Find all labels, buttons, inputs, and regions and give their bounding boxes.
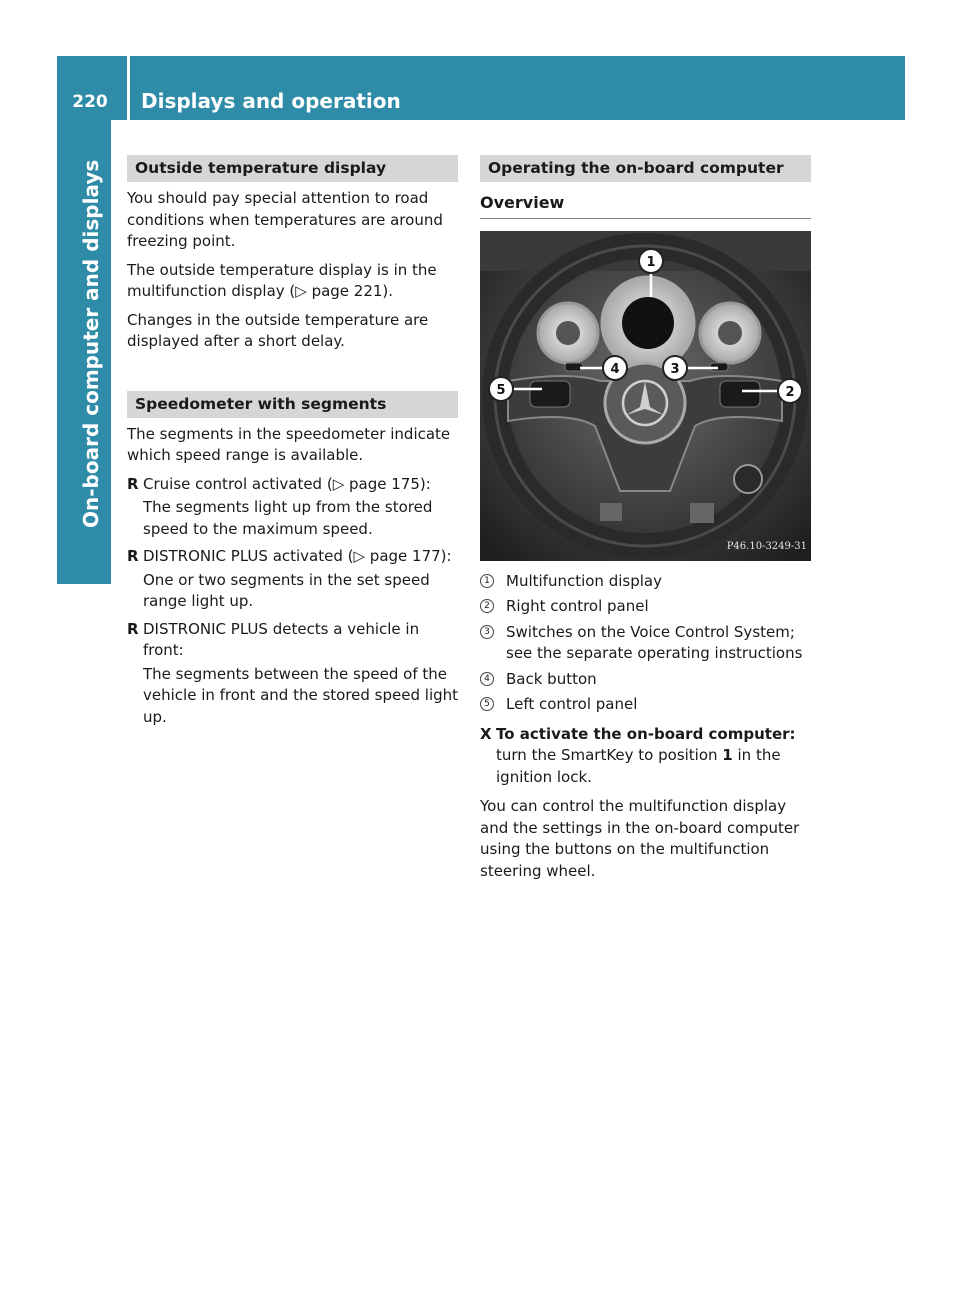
multifunction-display xyxy=(622,297,674,349)
section-heading-on-board-computer: Operating the on-board computer xyxy=(480,155,811,182)
bullet-mark: R xyxy=(127,547,139,565)
bullet-text: DISTRONIC PLUS detects a vehicle in front: xyxy=(143,619,420,659)
section-heading-speedometer: Speedometer with segments xyxy=(127,391,458,418)
legend-text: Right control panel xyxy=(506,597,649,615)
page-number: 220 xyxy=(72,92,108,112)
paragraph: The segments in the speedometer indicate which speed range is available. xyxy=(127,424,451,464)
legend-text: Switches on the Voice Control System; see the separate operating instructions xyxy=(506,622,803,662)
bullet-mark: R xyxy=(127,619,139,638)
steering-wheel-illustration xyxy=(480,231,811,561)
legend-item xyxy=(480,596,811,618)
subheading-overview: Overview xyxy=(480,192,811,219)
legend-item xyxy=(480,669,811,691)
legend-text: Multifunction display xyxy=(506,571,662,590)
instruction-title: To activate the on-board computer: xyxy=(496,724,796,743)
legend-item xyxy=(480,571,811,593)
right-column xyxy=(480,155,811,889)
callout-1 xyxy=(639,249,663,273)
pedal xyxy=(600,503,622,521)
key-position: 1 xyxy=(722,746,733,764)
bullet-subtext: The segments light up from the stored speed to the maximum speed. xyxy=(143,498,433,538)
instruction-step xyxy=(480,724,811,789)
instruction-text: turn the SmartKey to position xyxy=(496,746,723,764)
legend-number: 5 xyxy=(480,697,494,711)
bullet-text: DISTRONIC PLUS activated (▷ page 177): xyxy=(143,547,452,565)
page-title: Displays and operation xyxy=(141,89,401,113)
paragraph: The outside temperature display is in the multifunction display (▷ page 221). xyxy=(127,260,437,300)
callout-label: 1 xyxy=(646,254,656,270)
header-divider xyxy=(127,56,130,120)
callout-label: 5 xyxy=(496,382,506,398)
legend-text: Back button xyxy=(506,669,597,688)
side-tab-title: On-board computer and displays xyxy=(79,159,103,528)
legend-text: Left control panel xyxy=(506,695,638,713)
callout-3 xyxy=(663,356,687,380)
callout-label: 3 xyxy=(670,361,680,377)
legend-number: 4 xyxy=(480,672,494,686)
legend-number: 1 xyxy=(480,574,494,588)
list-item xyxy=(127,546,458,568)
right-gauge-center xyxy=(718,321,742,345)
bullet-subtext: The segments between the speed of the vehicle in front and the stored speed light up. xyxy=(143,664,459,726)
bullet-text: Cruise control activated (▷ page 175): xyxy=(143,474,431,493)
left-column xyxy=(127,155,458,734)
paragraph: You should pay special attention to road conditions when temperatures are around freezing point. xyxy=(127,189,443,250)
ignition-lock xyxy=(734,465,762,493)
pedal xyxy=(690,503,714,523)
left-gauge-center xyxy=(556,321,580,345)
paragraph: Changes in the outside temperature are displayed after a short delay. xyxy=(127,310,429,350)
steering-wheel-figure xyxy=(480,231,811,561)
list-item xyxy=(127,619,458,662)
callout-label: 4 xyxy=(610,361,620,377)
spacer xyxy=(127,360,458,391)
figure-code: P46.10-3249-31 xyxy=(726,541,807,552)
bullet-mark: R xyxy=(127,474,139,493)
bullet-subtext: One or two segments in the set speed range light up. xyxy=(143,570,430,610)
instruction-mark: X xyxy=(480,724,492,743)
callout-4 xyxy=(603,356,627,380)
right-control-panel xyxy=(720,381,760,407)
header-bar xyxy=(57,56,905,120)
callout-5 xyxy=(489,377,513,401)
legend-item xyxy=(480,622,811,665)
legend-number: 2 xyxy=(480,599,494,613)
list-item xyxy=(127,474,458,496)
callout-2 xyxy=(778,379,802,403)
legend-item xyxy=(480,694,811,716)
paragraph: You can control the multifunction display and the settings in the on-board computer using the buttons on the multifunction steering wheel. xyxy=(480,797,800,880)
legend-number: 3 xyxy=(480,625,494,639)
section-heading-outside-temperature: Outside temperature display xyxy=(127,155,458,182)
callout-label: 2 xyxy=(785,384,795,400)
instruction-text: in the ignition lock. xyxy=(496,746,781,786)
left-control-panel xyxy=(530,381,570,407)
